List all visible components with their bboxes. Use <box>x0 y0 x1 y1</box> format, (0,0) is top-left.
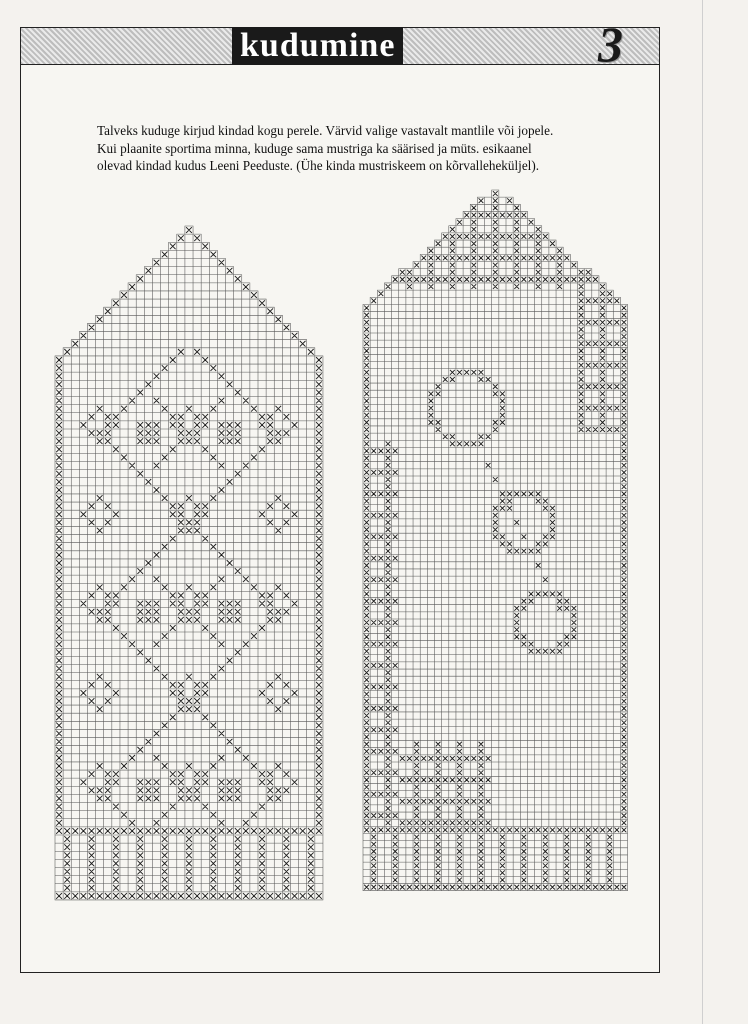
intro-line-1: Talveks kuduge kirjud kindad kogu perele. Värvid valige vastavalt mantlile või jopele. <box>97 123 554 138</box>
chart-stitch-marks <box>56 227 322 899</box>
intro-line-2: Kui plaanite sportima minna, kuduge sama mustriga ka säärised ja müts. esikaanel <box>97 140 532 156</box>
right-mitten-chart <box>363 190 628 891</box>
left-mitten-chart <box>55 226 323 900</box>
page-number: 3 <box>598 16 623 72</box>
chart-grid <box>363 190 628 891</box>
intro-line-3: olevad kindad kudus Leeni Peeduste. (Ühe kinda mustriskeem on kõrvalleheküljel). <box>97 158 540 173</box>
section-title: kudumine <box>232 27 403 65</box>
